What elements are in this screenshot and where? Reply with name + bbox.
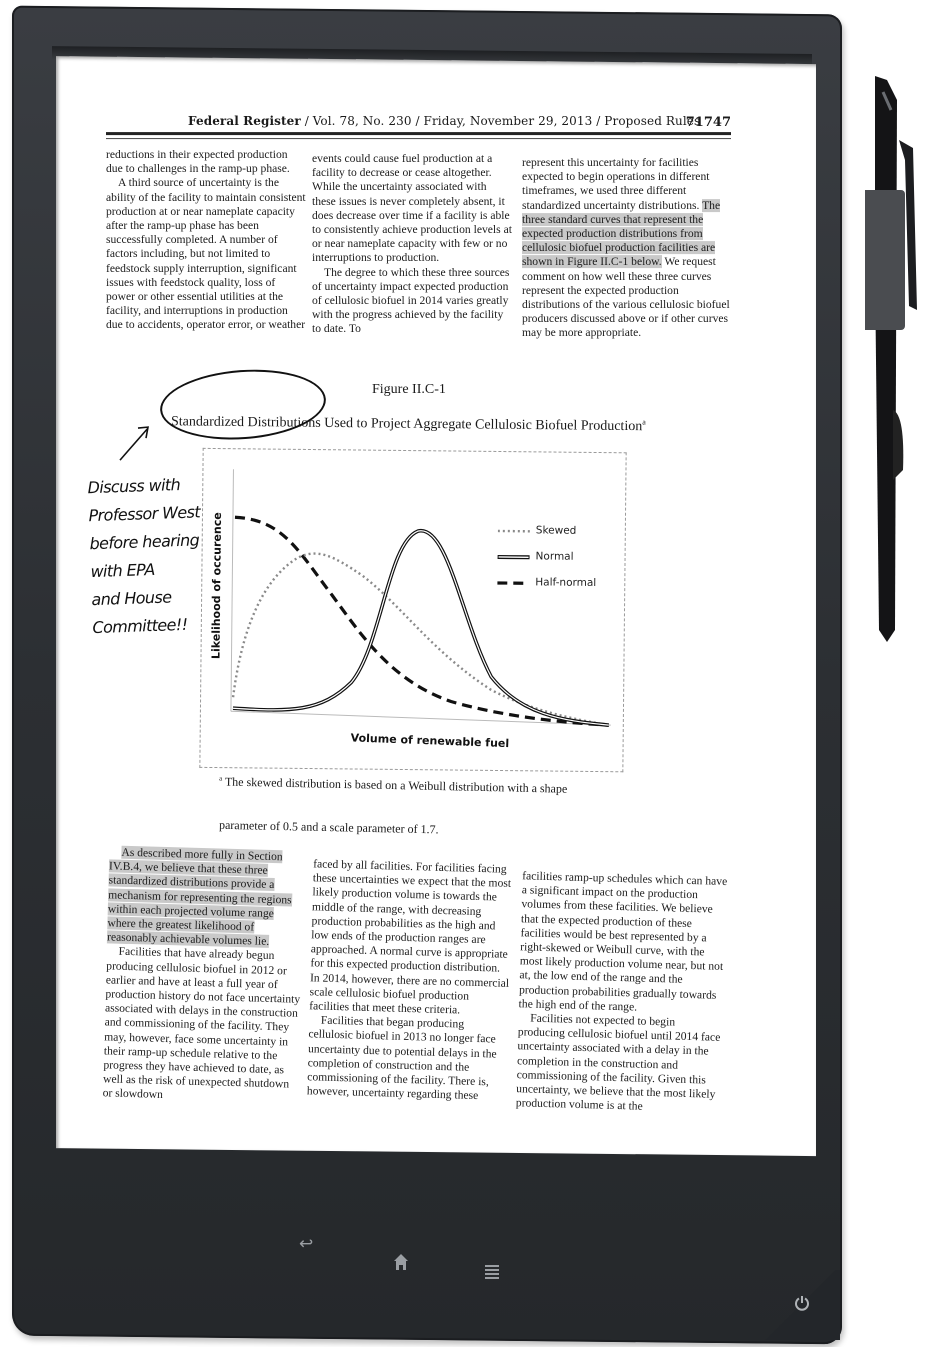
page-header (106, 110, 731, 135)
e-reader-device (12, 6, 842, 1345)
text-run: represent this uncertainty for facilities expected to begin operations in different timeframes, we used three different standardized uncertainty distributions. (522, 156, 710, 212)
publication-name: Federal Register (188, 114, 301, 129)
home-icon (393, 1253, 409, 1271)
header-rule (106, 138, 731, 139)
page-number: 71747 (685, 115, 731, 131)
footnote-text: The skewed distribution is based on a Weibull distribution with a shape (222, 774, 568, 796)
paragraph: facilities ramp-up schedules which can have a significant impact on the production volumes from these facilities. We believe that the expected production of these facilities would be best represented by a right-skewed or Weibull curve, with the most likely production volume near, but not at, the low end of the range and the production probabilities gradually towards the high end of the range. (518, 869, 728, 1014)
bottom-column-3 (516, 869, 729, 1116)
subtitle-rest: Used to Project Aggregate Cellulosic Biofuel Production (320, 415, 643, 435)
legend-label: Normal (535, 550, 574, 563)
paragraph (522, 156, 732, 341)
paragraph: The degree to which these three sources of uncertainty impact expected production of cellulosic biofuel in 2014 varies greatly with the progress achieved by the facility to date. To (312, 265, 510, 336)
half-normal-swatch-icon (497, 578, 531, 588)
note-line: Professor West (88, 502, 201, 526)
back-button[interactable] (299, 1234, 313, 1254)
normal-swatch-icon (498, 552, 532, 562)
note-line: with EPA (90, 559, 155, 582)
back-icon: ↩ (299, 1234, 314, 1254)
top-column-1 (106, 148, 306, 333)
paragraph: Facilities not expected to begin producing cellulosic biofuel until 2014 face uncertainty associated with a delay in the completion in the construction and commissioning of the facility. Given this uncertainty, we believe that the most likely production volume is at the (515, 1011, 721, 1113)
text-run: We request comment on how well these three curves represent the expected production distributions of the various cellulosic biofuel producers discussed above or if other curves may be more appropriate. (522, 255, 730, 340)
circled-text: Standardized Distributions (170, 414, 321, 431)
bottom-column-1 (102, 845, 305, 1106)
note-line: Committee!! (92, 614, 188, 638)
paragraph: Facilities that began producing cellulosic biofuel in 2013 no longer face uncertainty due to potential delays in the completion of construction and the commissioning of the facility. There is, however, uncertainty regarding these (306, 1013, 497, 1103)
footnote-ref: a (642, 417, 646, 427)
top-column-3 (522, 156, 732, 341)
handwritten-note[interactable] (87, 470, 213, 642)
bottom-column-2 (307, 857, 516, 1104)
paragraph: reductions in their expected production due to challenges in the ramp-up phase. (106, 148, 290, 176)
issue-details: / Vol. 78, No. 230 / Friday, November 29, 2013 / Proposed Rules (300, 114, 701, 129)
note-line: Discuss with (87, 475, 181, 498)
menu-icon (485, 1265, 499, 1279)
ink-circle-annotation[interactable] (158, 364, 328, 444)
y-axis-label: Likelihood of occurence (209, 512, 225, 660)
figure-label: Figure II.C-1 (372, 382, 446, 398)
note-line: and House (91, 587, 172, 610)
paragraph: events could cause fuel production at a facility to decrease or cease altogether. While the uncertainty associated with these issues is never completely absent, it does decrease over time if a facility is able to consistently achieve production levels at or near nameplate capacity with few or no interruptions to production. (312, 152, 512, 265)
power-button[interactable] (794, 1295, 810, 1311)
paragraph: A third source of uncertainty is the ability of the facility to maintain consistent production at or near nameplate capacity after the ramp-up phase has been successfully completed. A number of factors including, but not limited to feedstock supply interruption, significant issues with feedstock quality, loss of power or other essential utilities at the facility, and interruptions in production due to accidents, operator error, or weather (106, 176, 306, 332)
menu-button[interactable] (485, 1265, 499, 1281)
paragraph: faced by all facilities. For facilities facing these uncertainties we expect that the most likely production volume is towards the middle of the range, with decreasing production probabilities as the high and low ends of the production ranges are approached. A normal curve is appropriate for this expected production distribution. In 2014, however, there are no commercial scale cellulosic biofuel production facilities that meet these criteria. (309, 857, 512, 1017)
home-button[interactable] (393, 1253, 409, 1271)
figure-footnote (219, 774, 568, 796)
distribution-chart (199, 448, 626, 772)
ink-arrow-icon[interactable] (108, 420, 168, 470)
x-axis-label: Volume of renewable fuel (350, 731, 510, 751)
note-line: before hearing (89, 530, 200, 554)
document-page (56, 60, 816, 1152)
header-title (188, 114, 700, 128)
paragraph: Facilities that have already begun producing cellulosic biofuel in 2012 or earlier and have at least a full year of production history do not face uncertainty associated with delays in the construction and commissioning of the facility. They may, however, face some uncertainty in their ramp-up schedule relative to the progress they have achieved to date, as well as the risk of unexpected shutdown or slowdown (102, 945, 301, 1102)
e-ink-screen[interactable] (56, 56, 816, 1156)
legend-label: Half-normal (535, 576, 597, 590)
figure-footnote-cont: parameter of 0.5 and a scale parameter of 1.7. (218, 817, 439, 837)
stylus-pen (865, 70, 915, 650)
paragraph (107, 845, 306, 950)
power-icon (794, 1295, 810, 1311)
footnote-marker: a (219, 774, 223, 783)
highlighted-text[interactable]: The three standard curves that represent the expected production distributions from cellulosic biofuel production facilities are shown in Figure II.C-1 below. (522, 198, 721, 269)
highlighted-text[interactable]: As described more fully in Section IV.B.4, we believe that these three standardized distributions provide a mechanism for representing the regions within each projected volume range where the greatest likelihood of reasonably achievable volumes lie. (106, 845, 292, 949)
chart-plot (200, 449, 625, 771)
skewed-swatch-icon (498, 526, 532, 536)
legend-label: Skewed (535, 524, 577, 537)
top-column-2 (312, 152, 512, 337)
